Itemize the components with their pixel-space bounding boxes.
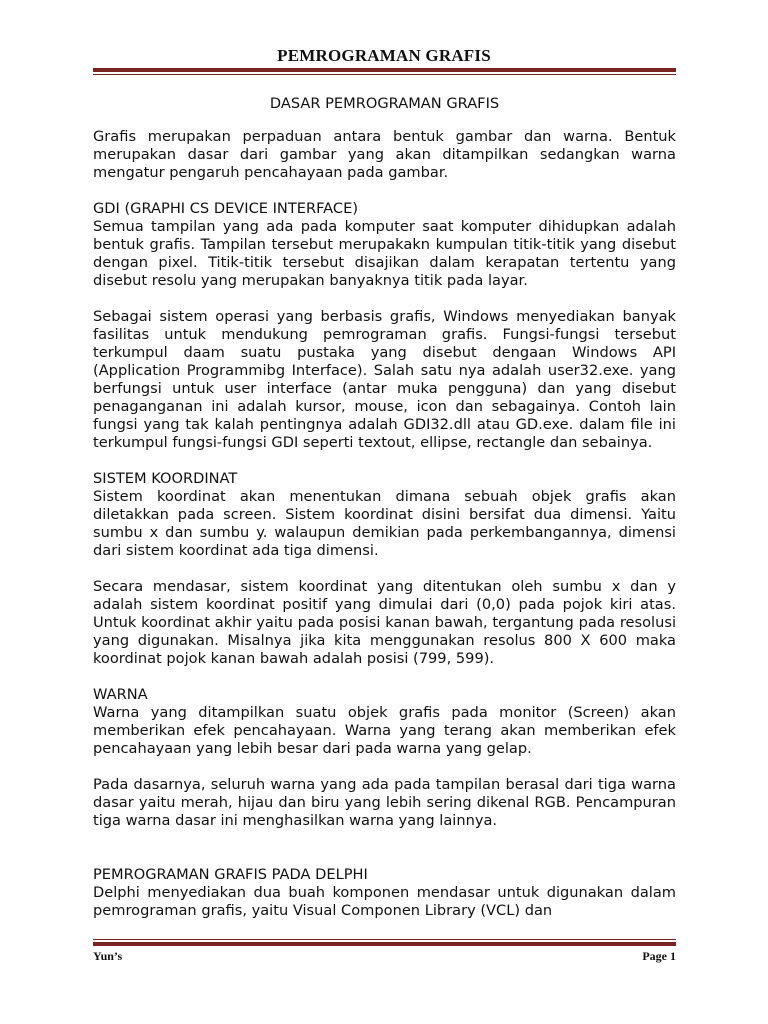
section-spacer (93, 848, 676, 866)
header-rule-thick (93, 68, 676, 72)
footer-author: Yun’s (93, 949, 123, 963)
section-paragraph: Pada dasarnya, seluruh warna yang ada pada tampilan berasal dari tiga warna dasar yaitu merah, hijau dan biru yang lebih sering dikenal RGB. Pencampuran tiga warna dasar ini menghasilkan warna yang lainnya. (93, 776, 676, 829)
header-rule-thin (93, 74, 676, 75)
section-paragraph: Warna yang ditampilkan suatu objek grafis pada monitor (Screen) akan memberikan efek pencahayaan. Warna yang terang akan memberikan efek pencahayaan yang lebih besar dari pada warna yang gelap. (93, 704, 676, 757)
section-heading: GDI (GRAPHI CS DEVICE INTERFACE) (93, 200, 359, 217)
section-heading: WARNA (93, 686, 148, 703)
header-title: PEMROGRAMAN GRAFIS (277, 46, 491, 65)
footer-rule-thin (93, 939, 676, 940)
section-paragraph: Sebagai sistem operasi yang berbasis grafis, Windows menyediakan banyak fasilitas untuk mendukung pemrograman grafis. Fungsi-fungsi tersebut terkumpul daam suatu pustaka yang disebut dengaan Windows API (Application Programmibg Interface). Salah satu nya adalah user32.exe. yang berfungsi untuk user interface (antar muka pengguna) dan yang disebut penaganganan ini adalah kursor, mouse, icon dan sebagainya. Contoh lain fungsi yang tak kalah pentingnya adalah GDI32.dll atau GD.exe. dalam file ini terkumpul fungsi-fungsi GDI seperti textout, ellipse, rectangle dan sebainya. (93, 308, 676, 451)
intro-paragraph: Grafis merupakan perpaduan antara bentuk gambar dan warna. Bentuk merupakan dasar dari gambar yang akan ditampilkan sedangkan warna mengatur pengaruh pencahayaan pada gambar. (93, 128, 676, 181)
section-paragraph: Secara mendasar, sistem koordinat yang ditentukan oleh sumbu x dan y adalah sistem koordinat positif yang dimulai dari (0,0) pada pojok kiri atas. Untuk koordinat akhir yaitu pada posisi kanan bawah, tergantung pada resolusi yang digunakan. Misalnya jika kita menggunakan resolus 800 X 600 maka koordinat pojok kanan bawah adalah posisi (799, 599). (93, 578, 676, 667)
section-heading: PEMROGRAMAN GRAFIS PADA DELPHI (93, 866, 368, 883)
footer-page-number: Page 1 (642, 949, 676, 963)
document-title: DASAR PEMROGRAMAN GRAFIS (269, 95, 500, 112)
section-delphi (93, 866, 676, 920)
section-heading: SISTEM KOORDINAT (93, 470, 238, 487)
footer-rule-thick (93, 942, 676, 946)
section-gdi (93, 200, 676, 452)
document-body (93, 95, 676, 920)
section-sistem-koordinat (93, 470, 676, 668)
section-paragraph: Delphi menyediakan dua buah komponen mendasar untuk digunakan dalam pemrograman grafis, yaitu Visual Componen Library (VCL) dan (93, 884, 676, 919)
section-paragraph: Semua tampilan yang ada pada komputer saat komputer dihidupkan adalah bentuk grafis. Tampilan tersebut merupakakn kumpulan titik-titik yang disebut dengan pixel. Titik-titik tersebut disajikan dalam kerapatan tertentu yang disebut resolu yang merupakan banyaknya titik pada layar. (93, 218, 676, 289)
section-warna (93, 686, 676, 830)
section-paragraph: Sistem koordinat akan menentukan dimana sebuah objek grafis akan diletakkan pada screen. Sistem koordinat disini bersifat dua dimensi. Yaitu sumbu x dan sumbu y. walaupun demikian pada perkembangannya, dimensi dari sistem koordinat ada tiga dimensi. (93, 488, 676, 559)
